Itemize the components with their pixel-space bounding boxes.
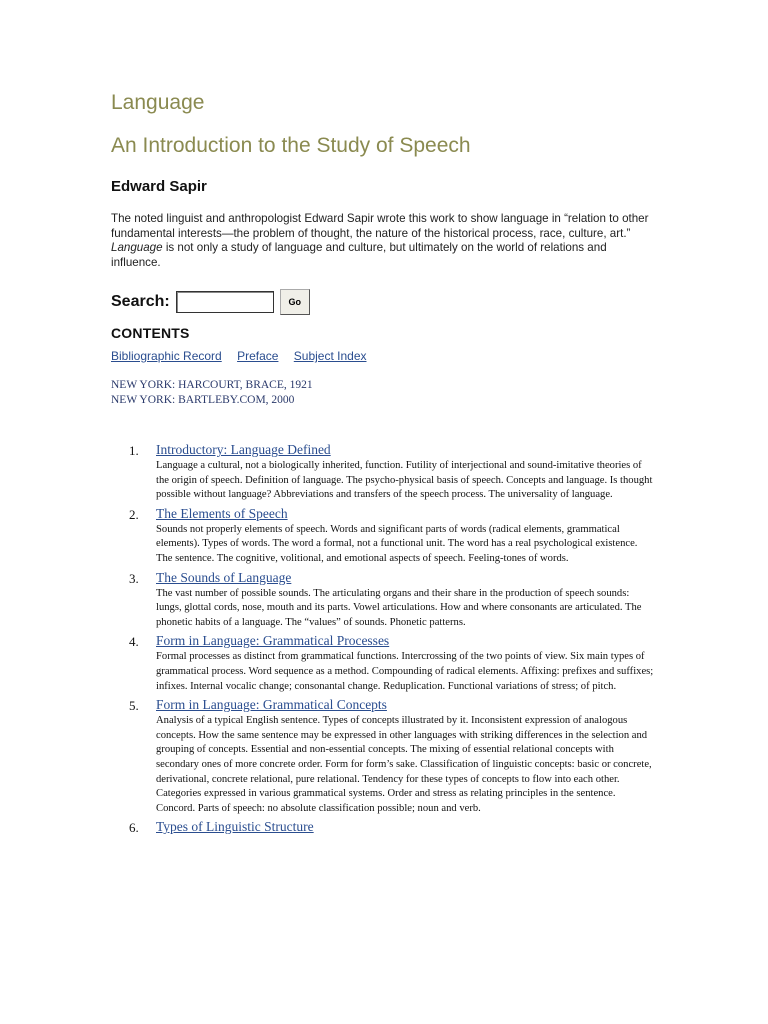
bibliographic-record-link[interactable]: Bibliographic Record xyxy=(111,349,222,363)
toc-item-2 xyxy=(111,505,656,567)
chapter-2-summary: Sounds not properly elements of speech. Words and significant parts of words (radical elements, grammatical elements). Types of words. The word a formal, not a functional unit. The word has a real psychological existence. The sentence. The cognitive, volitional, and emotional aspects of speech. Feeling-tones of words. xyxy=(156,523,638,564)
chapter-1-summary: Language a cultural, not a biologically inherited, function. Futility of interjectional and sound-imitative theories of the origin of speech. Definition of language. The psycho-physical basis of speech. Concepts and language. Is thought possible without language? Abbreviations and transfers of the speech process. The universality of language. xyxy=(156,460,653,501)
table-of-contents xyxy=(111,441,656,838)
go-button[interactable]: Go xyxy=(280,289,310,315)
chapter-6-link[interactable]: Types of Linguistic Structure xyxy=(156,819,314,835)
toc-number: 1. xyxy=(129,443,139,458)
imprint-line-2: NEW YORK: BARTLEBY.COM, 2000 xyxy=(111,393,295,406)
chapter-5-link[interactable]: Form in Language: Grammatical Concepts xyxy=(156,697,387,713)
toc-number: 2. xyxy=(129,506,139,522)
subject-index-link[interactable]: Subject Index xyxy=(293,349,367,363)
contents-heading: CONTENTS xyxy=(111,325,190,341)
contents-links xyxy=(111,349,379,363)
chapter-2-link[interactable]: The Elements of Speech xyxy=(156,505,288,521)
book-title: Language xyxy=(111,91,205,114)
search-label: Search: xyxy=(111,293,170,310)
intro-text-2: is not only a study of language and culture, but ultimately on the world of relations and influence. xyxy=(111,241,607,269)
chapter-5-summary: Analysis of a typical English sentence. Types of concepts illustrated by it. Inconsistent expression of analogous concepts. How the same sentence may be expressed in other languages with striking differences in the selection and grouping of concepts. Essential and non-essential concepts. The mixing of essential relational concepts with secondary ones of more concrete order. Form for form’s sake. Classification of linguistic concepts: basic or concrete, derivational, concrete relational, pure relational. Tendency for these types of concepts to flow into each other. Categories expressed in various grammatical systems. Order and stress as relating principles in the sentence. Concord. Parts of speech: no absolute classification possible; noun and verb. xyxy=(156,715,652,814)
chapter-1-link[interactable]: Introductory: Language Defined xyxy=(156,442,331,457)
toc-item-1 xyxy=(111,441,656,503)
chapter-3-link[interactable]: The Sounds of Language xyxy=(156,569,292,585)
preface-link[interactable]: Preface xyxy=(237,349,279,363)
imprint-line-1: NEW YORK: HARCOURT, BRACE, 1921 xyxy=(111,379,313,391)
toc-number: 6. xyxy=(129,820,139,836)
toc-number: 5. xyxy=(129,698,139,714)
toc-item-5 xyxy=(111,696,656,816)
search-form xyxy=(111,288,310,316)
book-subtitle: An Introduction to the Study of Speech xyxy=(111,134,471,157)
intro-text-1: The noted linguist and anthropologist Edward Sapir wrote this work to show language in “relation to other fundamental interests—the problem of thought, the nature of the historical process, race, culture, art.” xyxy=(111,212,649,240)
toc-number: 3. xyxy=(129,570,139,586)
toc-item-3 xyxy=(111,569,656,631)
search-input[interactable] xyxy=(176,291,274,313)
imprint xyxy=(111,378,313,407)
chapter-3-summary: The vast number of possible sounds. The articulating organs and their share in the production of speech sounds: lungs, glottal cords, nose, mouth and its parts. Vowel articulations. How and where consonants are articulated. The phonetic habits of a language. The “values” of sounds. Phonetic patterns. xyxy=(156,587,642,628)
intro-paragraph xyxy=(111,212,656,270)
intro-italic-title: Language xyxy=(111,241,163,254)
chapter-4-link[interactable]: Form in Language: Grammatical Processes xyxy=(156,633,390,649)
toc-item-6 xyxy=(111,818,656,836)
toc-number: 4. xyxy=(129,634,139,650)
book-author: Edward Sapir xyxy=(111,178,207,195)
toc-item-4 xyxy=(111,632,656,694)
chapter-4-summary: Formal processes as distinct from grammatical functions. Intercrossing of the two points of view. Six main types of grammatical process. Word sequence as a method. Compounding of radical elements. Affixing: prefixes and suffixes; infixes. Internal vocalic change; consonantal change. Reduplication. Functional variations of stress; of pitch. xyxy=(156,651,654,692)
